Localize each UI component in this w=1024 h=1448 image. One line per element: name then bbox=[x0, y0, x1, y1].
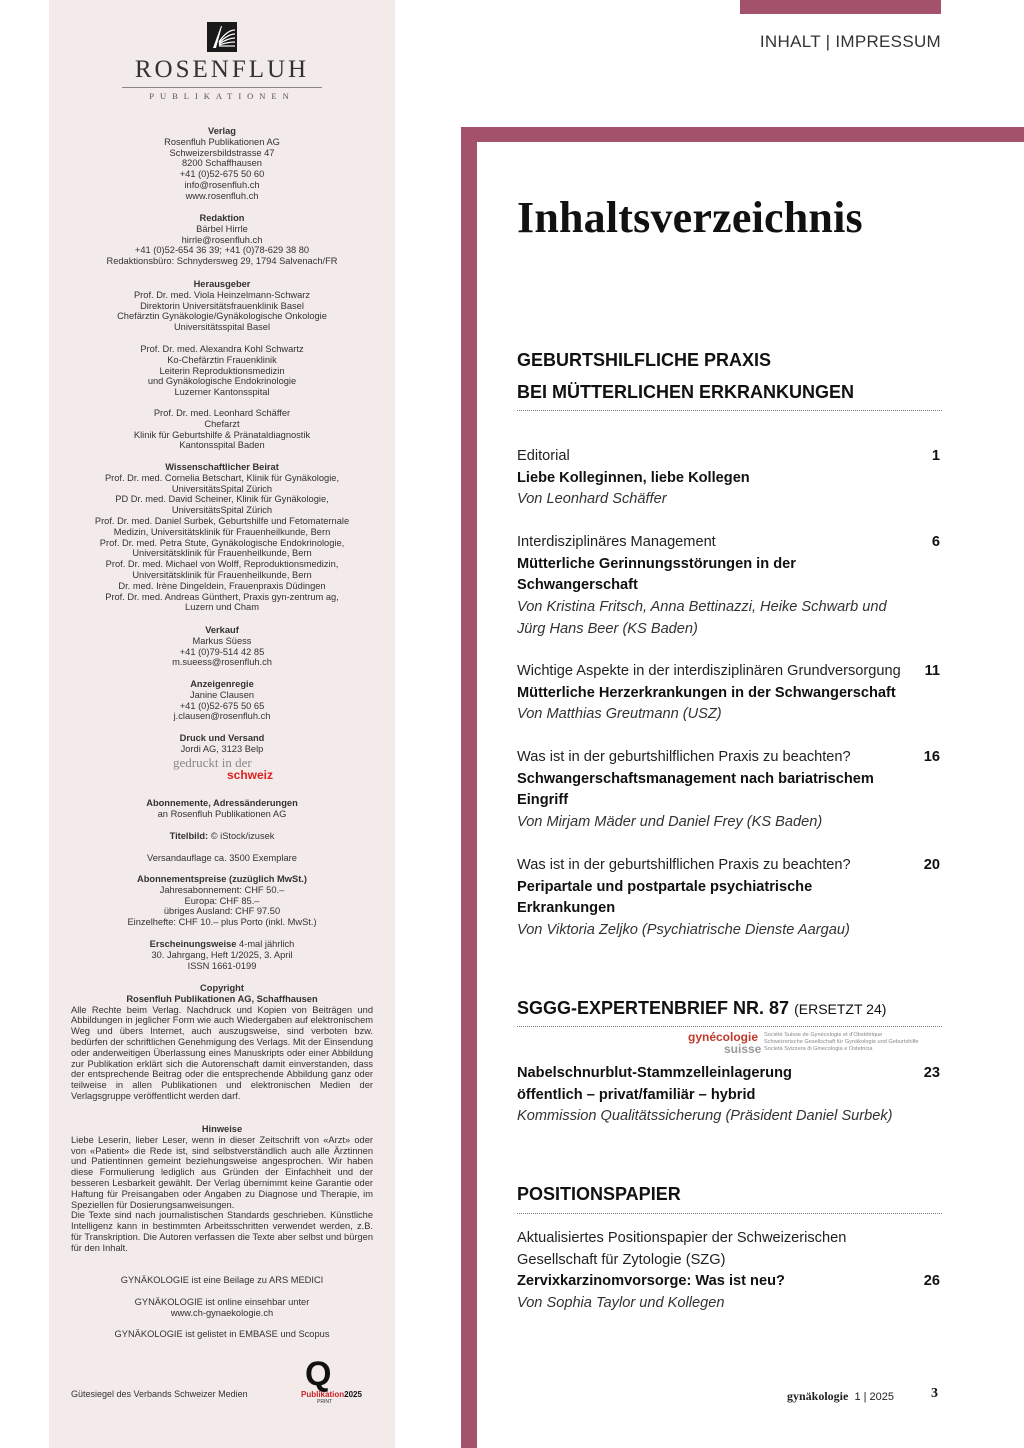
entry-author: Von Matthias Greutmann (USZ) bbox=[517, 706, 722, 723]
titelbild-credit: © iStock/izusek bbox=[210, 831, 275, 841]
frame-left-bar bbox=[461, 127, 477, 1448]
publisher-logo bbox=[49, 22, 395, 101]
hinweise-text-ki: Die Texte sind nach journalistischen Standards geschrieben. Künstliche Intelligenz kann in bestimmten Arbeitsschritten verwendet werden, z.B. für Transkription. Die Autoren verfassen die Texte aber selbst und bürgen für den Inhalt. bbox=[71, 1210, 373, 1253]
preise-line: übriges Ausland: CHF 97.50 bbox=[163, 906, 281, 917]
entry-kicker: Was ist in der geburtshilflichen Praxis zu beachten? bbox=[517, 749, 851, 765]
section-heading-main: SGGG-EXPERTENBRIEF NR. 87 bbox=[517, 998, 790, 1018]
auflage-line: Versandauflage ca. 3500 Exemplare bbox=[147, 853, 297, 863]
anzeigen-block bbox=[71, 679, 373, 722]
toc-entry[interactable] bbox=[517, 532, 942, 641]
herausgeber-line: Leiterin Reproduktionsmedizin bbox=[159, 365, 285, 376]
entry-title: Nabelschnurblut-Stammzelleinlagerung öffentlich – privat/familiär – hybrid bbox=[517, 1065, 792, 1103]
online-block bbox=[71, 1297, 373, 1319]
preise-line: Jahresabonnement: CHF 50.– bbox=[159, 884, 285, 895]
hinweise-block bbox=[71, 1124, 373, 1254]
redaktion-block bbox=[71, 213, 373, 267]
herausgeber-line: Prof. Dr. med. Leonhard Schäffer bbox=[153, 408, 291, 418]
redaktion-line: +41 (0)52-654 36 39; +41 (0)78-629 38 80 bbox=[134, 245, 310, 256]
redaktion-heading: Redaktion bbox=[199, 213, 245, 223]
sggg-logo-word2: suisse bbox=[724, 1042, 762, 1056]
impressum-sidebar bbox=[49, 0, 395, 1448]
beirat-line: Luzern und Cham bbox=[185, 602, 259, 613]
auflage-block bbox=[71, 853, 373, 864]
druck-block bbox=[71, 733, 373, 755]
erscheinung-line: 30. Jahrgang, Heft 1/2025, 3. April bbox=[151, 949, 293, 960]
verkauf-line: Markus Süess bbox=[192, 635, 252, 646]
toc-entry[interactable] bbox=[517, 747, 942, 834]
dotted-divider bbox=[517, 1213, 942, 1214]
gelistet-line: GYNÄKOLOGIE ist gelistet in EMBASE und Scopus bbox=[114, 1329, 330, 1339]
gedruckt-in-der-schweiz-logo bbox=[173, 757, 273, 781]
entry-page: 16 bbox=[923, 749, 940, 765]
verlag-line: +41 (0)52-675 50 60 bbox=[179, 169, 265, 180]
copyright-heading: Copyright bbox=[200, 983, 244, 993]
erscheinung-line: ISSN 1661-0199 bbox=[187, 960, 257, 971]
online-url[interactable]: www.ch-gynaekologie.ch bbox=[170, 1307, 274, 1318]
beirat-line: Prof. Dr. med. Daniel Surbek, Geburtshilfe und Fetomaternale bbox=[94, 515, 350, 526]
beilage-line: GYNÄKOLOGIE ist eine Beilage zu ARS MEDICI bbox=[120, 1275, 324, 1285]
section-heading-line: GEBURTSHILFLICHE PRAXIS bbox=[517, 350, 772, 370]
q-seal-letter: Q bbox=[305, 1355, 332, 1393]
toc-entry[interactable] bbox=[517, 661, 942, 726]
herausgeber-line: Ko-Chefärztin Frauenklinik bbox=[167, 354, 277, 365]
sggg-logo-line: Schweizerische Gesellschaft für Gynäkologie und Geburtshilfe bbox=[764, 1039, 919, 1045]
page-title: Inhaltsverzeichnis bbox=[517, 193, 863, 242]
toc-section-heading bbox=[517, 1178, 681, 1210]
sggg-logo-line: Società Svizzera di Ginecologia e Ostetricia bbox=[764, 1046, 873, 1052]
verkauf-email[interactable]: m.sueess@rosenfluh.ch bbox=[172, 657, 272, 668]
entry-kicker: Editorial bbox=[517, 448, 570, 464]
druck-heading: Druck und Versand bbox=[179, 733, 265, 743]
redaktion-line: Bärbel Hirrle bbox=[196, 223, 248, 234]
preise-heading: Abonnementspreise (zuzüglich MwSt.) bbox=[137, 874, 307, 884]
entry-title: Peripartale und postpartale psychiatrische Erkrankungen bbox=[517, 878, 813, 917]
frame-top-bar bbox=[461, 127, 1024, 142]
beirat-line: UniversitätsSpital Zürich bbox=[171, 505, 273, 516]
verlag-website[interactable]: www.rosenfluh.ch bbox=[185, 190, 259, 201]
beirat-line: Prof. Dr. med. Michael von Wolff, Reproduktionsmedizin, bbox=[105, 559, 339, 570]
titelbild-label: Titelbild: bbox=[169, 831, 209, 841]
beirat-line: Dr. med. Irène Dingeldein, Frauenpraxis Düdingen bbox=[118, 580, 326, 591]
sggg-logo-line: Société Suisse de Gynécologie et d'Obstétrique bbox=[764, 1032, 883, 1038]
toc-entry[interactable] bbox=[517, 446, 942, 511]
logo-divider bbox=[122, 87, 322, 88]
entry-page: 6 bbox=[931, 534, 940, 550]
footer-issue: 1 | 2025 bbox=[854, 1391, 895, 1403]
beirat-block bbox=[71, 462, 373, 613]
beirat-heading: Wissenschaftlicher Beirat bbox=[165, 462, 279, 472]
section-label: INHALT | IMPRESSUM bbox=[759, 32, 941, 51]
preise-line: Europa: CHF 85.– bbox=[184, 895, 260, 906]
abo-block bbox=[71, 798, 373, 820]
herausgeber-line: Luzerner Kantonsspital bbox=[174, 387, 270, 398]
toc-entry[interactable] bbox=[517, 1063, 942, 1128]
redaktion-email[interactable]: hirrle@rosenfluh.ch bbox=[181, 234, 263, 245]
q-seal-pub: Publikation bbox=[301, 1390, 345, 1399]
herausgeber-line: Chefarzt bbox=[204, 418, 240, 429]
herausgeber-line: Direktorin Universitätsfrauenklinik Basel bbox=[140, 300, 304, 311]
top-accent-bar bbox=[740, 0, 941, 14]
beirat-line: Universitätsklinik für Frauenheilkunde, Bern bbox=[132, 548, 312, 559]
copyright-block bbox=[71, 983, 373, 1102]
sggg-logo bbox=[688, 1030, 948, 1054]
section-heading-main: POSITIONSPAPIER bbox=[517, 1184, 681, 1204]
herausgeber2-block bbox=[71, 344, 373, 398]
herausgeber-line: Kantonsspital Baden bbox=[179, 440, 265, 451]
anzeigen-email[interactable]: j.clausen@rosenfluh.ch bbox=[173, 711, 271, 722]
verlag-email[interactable]: info@rosenfluh.ch bbox=[184, 179, 260, 190]
verlag-line: Schweizersbildstrasse 47 bbox=[169, 147, 275, 158]
preise-block bbox=[71, 874, 373, 928]
erscheinung-label: Erscheinungsweise bbox=[149, 939, 237, 949]
herausgeber-line: Chefärztin Gynäkologie/Gynäkologische Onkologie bbox=[117, 311, 327, 322]
beirat-line: Prof. Dr. med. Andreas Günthert, Praxis gyn-zentrum ag, bbox=[105, 591, 339, 602]
logo-name: ROSENFLUH bbox=[134, 56, 310, 83]
hinweise-heading: Hinweise bbox=[201, 1124, 243, 1134]
section-heading-note: (ERSETZT 24) bbox=[794, 1001, 887, 1017]
copyright-text: Alle Rechte beim Verlag. Nachdruck und Kopien von Beiträgen und Abbildungen in jeglicher Form wie auch Wiedergaben auf elektronischem Weg und übers Internet, auch auszugsweise, sind verboten bzw. bedürfen der schriftlichen Genehmigung des Verlags. Mit der Einsendung oder anderweitigen Überlassung eines Manuskripts oder einer Abbildung zur Publikation erklärt sich die Autorenschaft damit einverstanden, dass der entsprechende Beitrag oder die entsprechende Abbildung ganz oder teilweise in allen Publikationen und elektronischen Medien der Verlagsgruppe veröffentlicht werden darf. bbox=[71, 1004, 373, 1101]
herausgeber-line: Prof. Dr. med. Alexandra Kohl Schwartz bbox=[140, 344, 304, 354]
verkauf-line: +41 (0)79-514 42 85 bbox=[179, 646, 265, 657]
herausgeber-block bbox=[71, 279, 373, 333]
herausgeber3-block bbox=[71, 408, 373, 451]
entry-author: Von Leonhard Schäffer bbox=[517, 491, 667, 508]
entry-kicker: Aktualisiertes Positionspapier der Schweizerischen Gesellschaft für Zytologie (SZG) bbox=[517, 1230, 847, 1268]
verlag-line: Rosenfluh Publikationen AG bbox=[164, 136, 280, 147]
verkauf-block bbox=[71, 625, 373, 668]
anzeigen-line: Janine Clausen bbox=[189, 689, 255, 700]
entry-author: Von Viktoria Zeljko (Psychiatrische Dienste Aargau) bbox=[517, 922, 850, 939]
beirat-line: Medizin, Universitätsklinik für Frauenheilkunde, Bern bbox=[113, 526, 331, 537]
gedruckt-line1: gedruckt in der bbox=[173, 755, 252, 770]
beirat-line: Prof. Dr. med. Petra Stute, Gynäkologische Endokrinologie, bbox=[99, 537, 345, 548]
gelistet-block bbox=[71, 1329, 373, 1340]
beirat-line: PD Dr. med. David Scheiner, Klinik für Gynäkologie, bbox=[115, 494, 329, 505]
entry-kicker: Interdisziplinäres Management bbox=[517, 534, 716, 550]
rosenfluh-logo-icon bbox=[207, 22, 237, 52]
entry-author: Von Kristina Fritsch, Anna Bettinazzi, Heike Schwarb und Jürg Hans Beer (KS Baden) bbox=[517, 599, 887, 637]
entry-title: Liebe Kolleginnen, liebe Kollegen bbox=[517, 469, 750, 486]
toc-section-heading bbox=[517, 344, 854, 408]
entry-title: Schwangerschaftsmanagement nach bariatrischem Eingriff bbox=[517, 770, 874, 809]
q-seal-year: 2025 bbox=[344, 1390, 362, 1399]
footer-page-number: 3 bbox=[931, 1386, 938, 1401]
beirat-line: UniversitätsSpital Zürich bbox=[171, 483, 273, 494]
hinweise-text: Liebe Leserin, lieber Leser, wenn in dieser Zeitschrift von «Arzt» oder von «Patient» die Rede ist, sind selbstverständlich auch alle Ärztinnen und Patientinnen gemeint beziehungsweise angesprochen. Wir haben diese Formulierung lediglich aus Gründen der Einfachheit und der besseren Lesbarkeit gewählt. Der Verlag übernimmt keine Garantie oder Haftung für Preisangaben oder Angaben zu Diagnose und Therapie, im Speziellen für Dosierungsanweisungen. bbox=[71, 1134, 373, 1210]
entry-author: Von Sophia Taylor und Kollegen bbox=[517, 1295, 725, 1312]
entry-title: Mütterliche Herzerkrankungen in der Schwangerschaft bbox=[517, 684, 896, 701]
beirat-line: Universitätsklinik für Frauenheilkunde, Bern bbox=[132, 569, 312, 580]
entry-page: 1 bbox=[931, 448, 940, 464]
entry-author: Kommission Qualitätssicherung (Präsident Daniel Surbek) bbox=[517, 1108, 893, 1125]
dotted-divider bbox=[517, 410, 942, 411]
beirat-line: Prof. Dr. med. Cornelia Betschart, Klinik für Gynäkologie, bbox=[104, 472, 340, 483]
abo-heading: Abonnemente, Adressänderungen bbox=[146, 798, 298, 808]
druck-line: Jordi AG, 3123 Belp bbox=[180, 743, 264, 754]
preise-line: Einzelhefte: CHF 10.– plus Porto (inkl. MwSt.) bbox=[127, 917, 317, 928]
entry-page: 20 bbox=[923, 857, 940, 873]
herausgeber-line: und Gynäkologische Endokrinologie bbox=[147, 376, 297, 387]
footer-journal bbox=[787, 1389, 894, 1404]
online-line: GYNÄKOLOGIE ist online einsehbar unter bbox=[134, 1297, 310, 1307]
anzeigen-line: +41 (0)52-675 50 65 bbox=[179, 700, 265, 711]
verkauf-heading: Verkauf bbox=[205, 625, 239, 635]
logo-subtitle: PUBLIKATIONEN bbox=[149, 91, 295, 101]
gedruckt-line2: schweiz bbox=[226, 768, 273, 782]
entry-page: 26 bbox=[923, 1273, 940, 1290]
herausgeber-heading: Herausgeber bbox=[193, 279, 251, 289]
toc-entry[interactable] bbox=[517, 855, 942, 942]
verlag-line: 8200 Schaffhausen bbox=[182, 158, 262, 169]
verlag-heading: Verlag bbox=[208, 126, 236, 136]
erscheinung-block bbox=[71, 939, 373, 971]
q-publikation-seal bbox=[301, 1355, 371, 1406]
titelbild-block bbox=[71, 831, 373, 842]
herausgeber-line: Klinik für Geburtshilfe & Pränataldiagnostik bbox=[133, 429, 311, 440]
herausgeber-line: Universitätsspital Basel bbox=[173, 322, 271, 333]
erscheinung-value: 4-mal jährlich bbox=[239, 939, 295, 949]
footer-journal-name: gynäkologie bbox=[787, 1389, 849, 1403]
entry-title: Mütterliche Gerinnungsstörungen in der Schwangerschaft bbox=[517, 555, 796, 594]
verlag-block bbox=[71, 126, 373, 202]
redaktion-line: Redaktionsbüro: Schnydersweg 29, 1794 Salvenach/FR bbox=[106, 256, 338, 267]
q-seal-label bbox=[301, 1390, 371, 1399]
copyright-subheading: Rosenfluh Publikationen AG, Schaffhausen bbox=[126, 993, 318, 1004]
entry-page: 23 bbox=[923, 1065, 940, 1081]
entry-kicker: Was ist in der geburtshilflichen Praxis zu beachten? bbox=[517, 857, 851, 873]
sggg-logo-word1: gynécologie bbox=[688, 1030, 759, 1044]
entry-page: 11 bbox=[924, 663, 940, 679]
dotted-divider bbox=[517, 1026, 942, 1027]
toc-section-heading bbox=[517, 992, 886, 1025]
herausgeber-line: Prof. Dr. med. Viola Heinzelmann-Schwarz bbox=[133, 289, 311, 300]
anzeigen-heading: Anzeigenregie bbox=[190, 679, 254, 689]
beilage-block bbox=[71, 1275, 373, 1286]
entry-author: Von Mirjam Mäder und Daniel Frey (KS Baden) bbox=[517, 814, 823, 831]
toc-entry[interactable] bbox=[517, 1228, 942, 1315]
section-heading-line: BEI MÜTTERLICHEN ERKRANKUNGEN bbox=[517, 382, 854, 402]
q-seal-print: PRINT bbox=[317, 1399, 332, 1405]
abo-line: an Rosenfluh Publikationen AG bbox=[157, 808, 287, 819]
entry-kicker: Wichtige Aspekte in der interdisziplinären Grundversorgung bbox=[517, 663, 901, 679]
entry-title: Zervixkarzinomvorsorge: Was ist neu? bbox=[517, 1273, 785, 1290]
guetesiegel-text: Gütesiegel des Verbands Schweizer Medien bbox=[71, 1389, 248, 1399]
